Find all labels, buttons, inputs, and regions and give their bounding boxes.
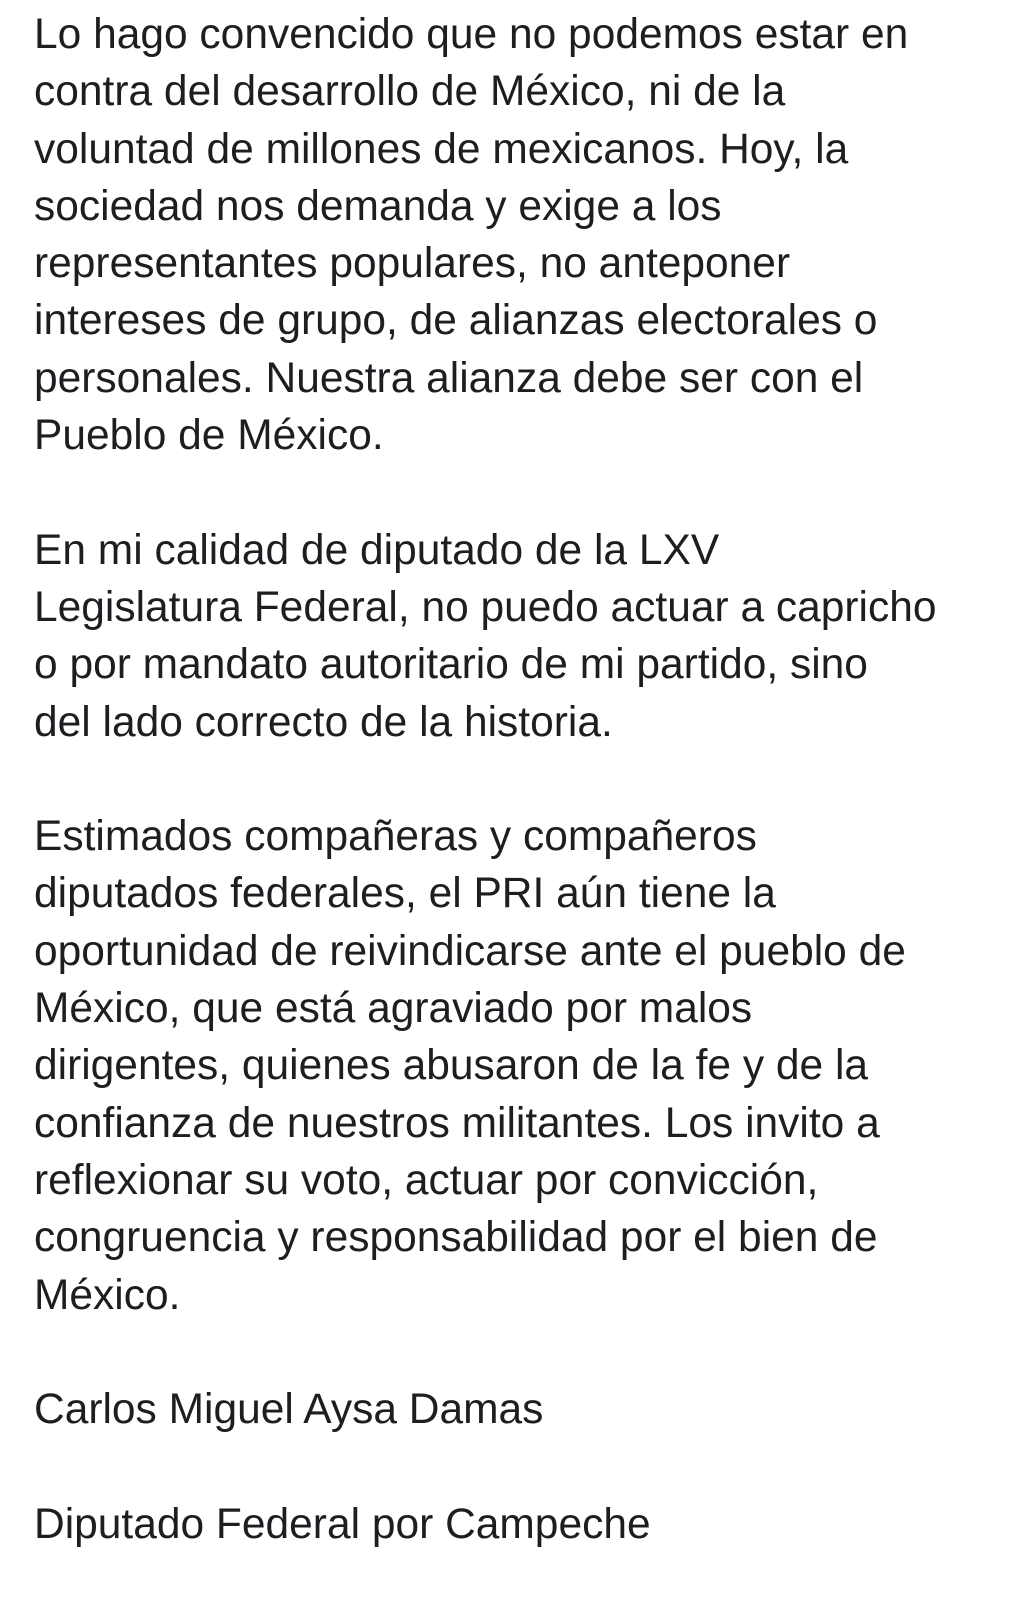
text-line: o por mandato autoritario de mi partido, sino — [34, 641, 868, 689]
text-line: diputados federales, el PRI aún tiene la — [34, 870, 776, 918]
signature-title: Diputado Federal por Campeche — [34, 1500, 651, 1548]
paragraph-1 — [34, 6, 994, 464]
text-line: personales. Nuestra alianza debe ser con el — [34, 354, 864, 402]
text-line: Pueblo de México. — [34, 412, 384, 460]
text-line: sociedad nos demanda y exige a los — [34, 182, 722, 230]
text-line: congruencia y responsabilidad por el bien de — [34, 1214, 878, 1262]
post-text — [34, 6, 994, 1553]
paragraph-3 — [34, 808, 994, 1324]
text-line: Legislatura Federal, no puedo actuar a capricho — [34, 583, 937, 631]
text-line: oportunidad de reivindicarse ante el pueblo de — [34, 927, 906, 975]
text-line: del lado correcto de la historia. — [34, 698, 613, 746]
text-line: México. — [34, 1271, 181, 1319]
text-line: contra del desarrollo de México, ni de la — [34, 68, 786, 116]
text-line: Lo hago convencido que no podemos estar en — [34, 11, 909, 58]
text-line: Estimados compañeras y compañeros — [34, 813, 757, 861]
text-line: México, que está agraviado por malos — [34, 985, 753, 1033]
text-line: reflexionar su voto, actuar por convicción, — [34, 1156, 819, 1204]
signature-name: Carlos Miguel Aysa Damas — [34, 1386, 544, 1434]
text-line: confianza de nuestros militantes. Los invito a — [34, 1099, 880, 1147]
text-line: En mi calidad de diputado de la LXV — [34, 526, 720, 574]
text-line: voluntad de millones de mexicanos. Hoy, la — [34, 125, 849, 173]
paragraph-2 — [34, 522, 994, 751]
text-line: dirigentes, quienes abusaron de la fe y de la — [34, 1042, 869, 1090]
text-line: representantes populares, no anteponer — [34, 240, 791, 288]
text-line: intereses de grupo, de alianzas electorales o — [34, 297, 878, 345]
